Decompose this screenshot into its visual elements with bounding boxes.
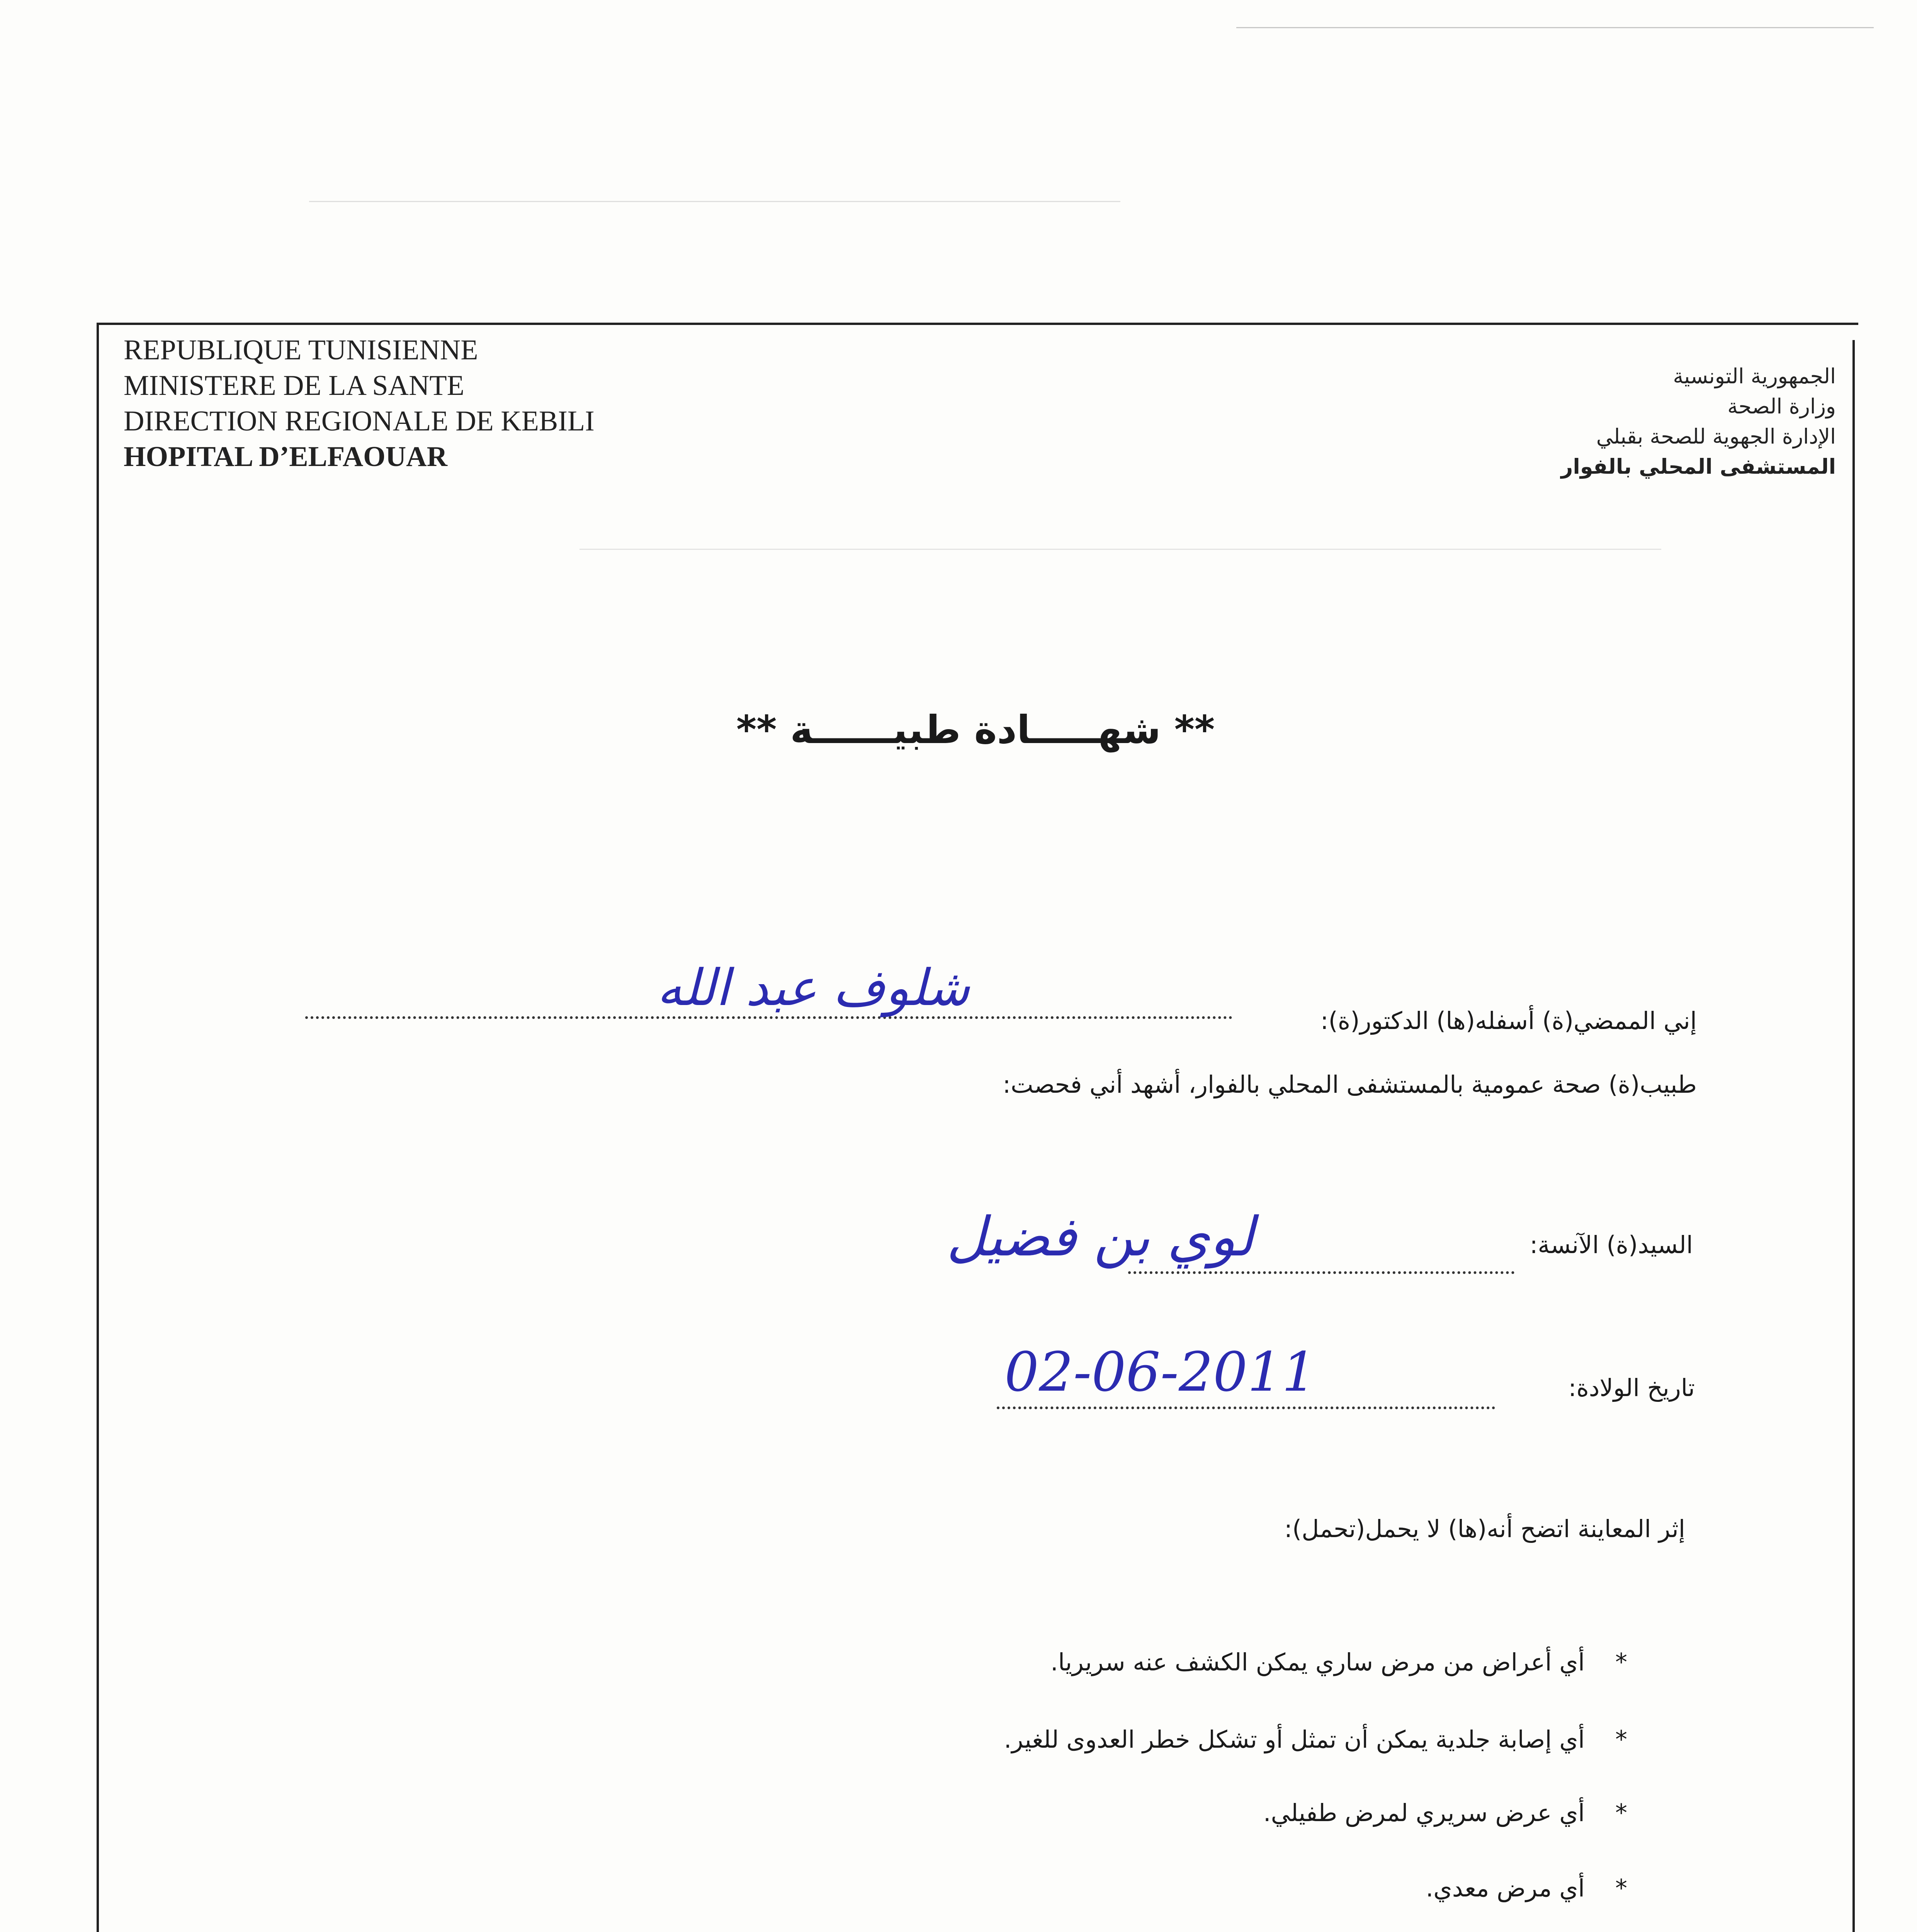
patient-label: السيد(ة) الآنسة: — [1530, 1231, 1693, 1259]
exam-intro: إثر المعاينة اتضح أنه(ها) لا يحمل(تحمل): — [1284, 1515, 1685, 1543]
patient-dotted-field — [1128, 1271, 1514, 1274]
scan-artifact — [580, 549, 1661, 550]
header-ar-hospital: المستشفى المحلي بالفوار — [1561, 454, 1836, 479]
bullet-marker: * — [1615, 1799, 1627, 1827]
header-ar-direction: الإدارة الجهوية للصحة بقبلي — [1596, 424, 1836, 449]
dob-line — [1568, 1374, 1695, 1402]
list-item: أي إصابة جلدية يمكن أن تمثل أو تشكل خطر العدوى للغير. — [1004, 1725, 1585, 1753]
doctor-line — [1320, 1007, 1697, 1035]
doctor-handwritten-name: شلوف عبد الله — [657, 958, 970, 1017]
bullet-marker: * — [1615, 1648, 1627, 1676]
header-french — [124, 332, 595, 474]
header-fr-ministry: MINISTERE DE LA SANTE — [124, 370, 464, 401]
document-frame-right — [1852, 340, 1855, 1932]
list-item: أي عرض سريري لمرض طفيلي. — [1263, 1799, 1585, 1827]
header-fr-direction: DIRECTION REGIONALE DE KEBILI — [124, 405, 595, 437]
dob-handwritten: 02-06-2011 — [1004, 1341, 1317, 1404]
document-frame-left — [97, 323, 99, 1932]
doctor-role-line: طبيب(ة) صحة عمومية بالمستشفى المحلي بالفوار، أشهد أني فحصت: — [1003, 1070, 1697, 1099]
header-ar-republic: الجمهورية التونسية — [1673, 364, 1836, 388]
header-arabic — [1561, 361, 1836, 482]
list-item: أي مرض معدي. — [1426, 1874, 1585, 1902]
scan-artifact — [1236, 27, 1874, 28]
bullet-marker: * — [1615, 1725, 1627, 1753]
patient-handwritten-name: لوي بن فضيل — [947, 1206, 1254, 1269]
dob-label: تاريخ الولادة: — [1568, 1374, 1695, 1402]
page-title: ** شهـــــادة طبيــــــة ** — [736, 707, 1215, 752]
header-fr-hospital: HOPITAL D’ELFAOUAR — [124, 441, 448, 473]
header-fr-republic: REPUBLIQUE TUNISIENNE — [124, 334, 478, 366]
dob-dotted-field — [997, 1406, 1495, 1409]
bullet-marker: * — [1615, 1874, 1627, 1902]
header-ar-ministry: وزارة الصحة — [1727, 394, 1836, 418]
list-item: أي أعراض من مرض ساري يمكن الكشف عنه سريريا. — [1050, 1648, 1585, 1676]
patient-line — [1530, 1231, 1693, 1259]
scan-artifact — [309, 201, 1120, 202]
document-frame-top — [97, 323, 1858, 325]
doctor-label: إني الممضي(ة) أسفله(ها) الدكتور(ة): — [1320, 1007, 1697, 1035]
